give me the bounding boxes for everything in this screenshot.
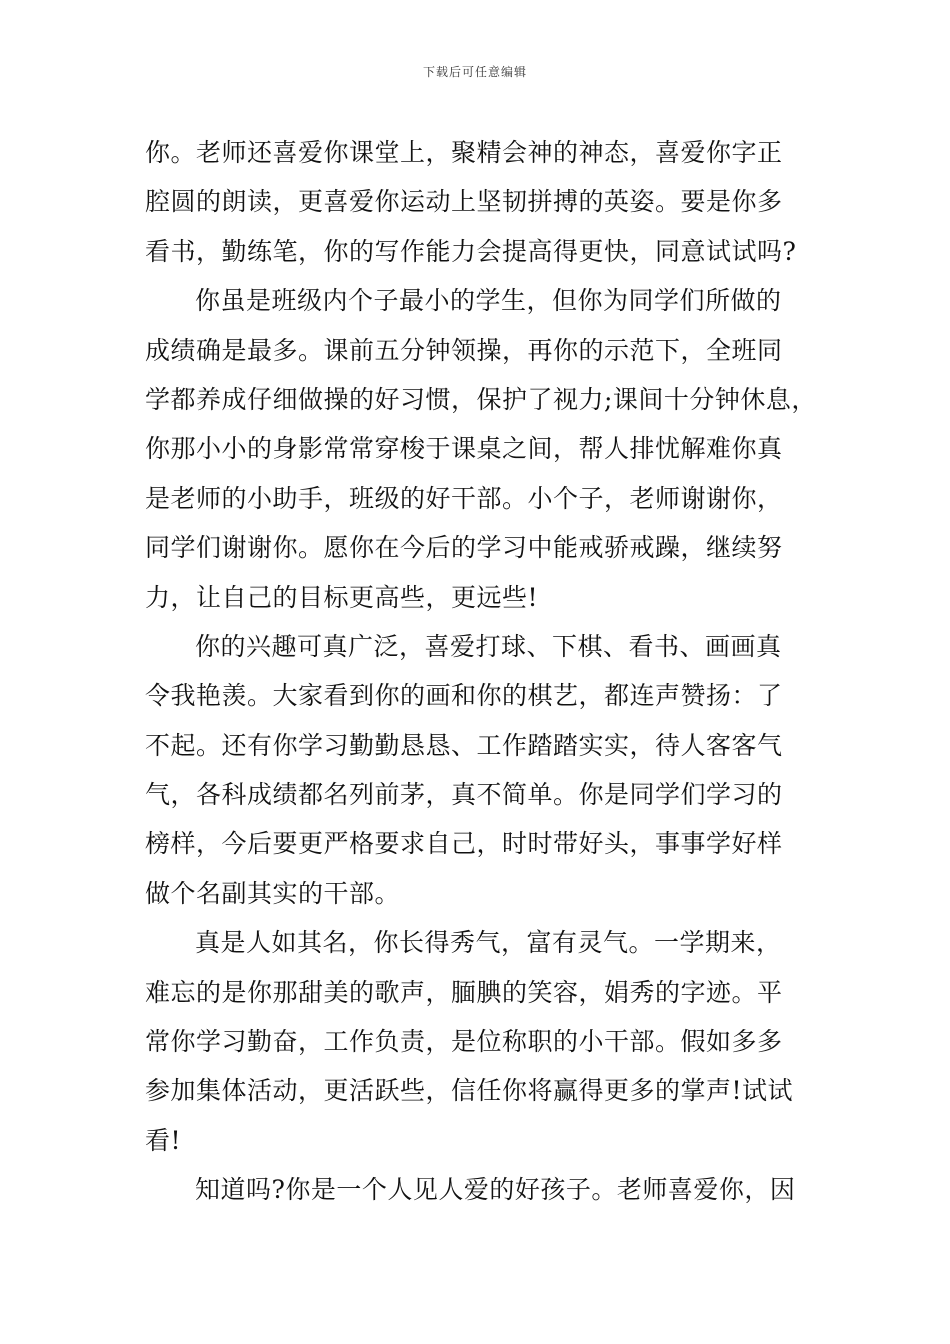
text-line: 力，让自己的目标更高些，更远些! (145, 582, 539, 612)
text-line: 参加集体活动，更活跃些，信任你将赢得更多的掌声!试试 (145, 1076, 794, 1106)
text-line: 令我艳羡。大家看到你的画和你的棋艺，都连声赞扬：了 (145, 681, 783, 711)
body-text (145, 128, 825, 1215)
text-line: 你那小小的身影常常穿梭于课桌之间，帮人排忧解难你真 (145, 434, 783, 464)
text-line: 看! (145, 1125, 182, 1155)
text-line: 榜样，今后要更严格要求自己，时时带好头，事事学好样 (145, 829, 783, 859)
text-line: 看书，勤练笔，你的写作能力会提高得更快，同意试试吗? (145, 236, 797, 266)
text-line: 做个名副其实的干部。 (145, 878, 401, 908)
paragraph-first-line: 知道吗?你是一个人见人爱的好孩子。老师喜爱你，因 (195, 1175, 796, 1205)
text-line: 气，各科成绩都名列前茅，真不简单。你是同学们学习的 (145, 780, 783, 810)
text-line: 成绩确是最多。课前五分钟领操，再你的示范下，全班同 (145, 335, 783, 365)
text-line: 常你学习勤奋，工作负责，是位称职的小干部。假如多多 (145, 1027, 783, 1057)
text-line: 你。老师还喜爱你课堂上，聚精会神的神态，喜爱你字正 (145, 138, 783, 167)
text-line: 学都养成仔细做操的好习惯，保护了视力;课间十分钟休息， (145, 384, 817, 414)
text-line: 是老师的小助手，班级的好干部。小个子，老师谢谢你， (145, 483, 783, 513)
page-header: 下载后可任意编辑 (422, 65, 527, 79)
paragraph-first-line: 真是人如其名，你长得秀气，富有灵气。一学期来， (195, 928, 782, 958)
text-line: 不起。还有你学习勤勤恳恳、工作踏踏实实，待人客客气 (145, 730, 783, 760)
text-line: 同学们谢谢你。愿你在今后的学习中能戒骄戒躁，继续努 (145, 533, 783, 563)
text-line: 难忘的是你那甜美的歌声，腼腆的笑容，娟秀的字迹。平 (145, 977, 783, 1007)
text-line: 腔圆的朗读，更喜爱你运动上坚韧拼搏的英姿。要是你多 (145, 187, 783, 217)
paragraph-first-line: 你的兴趣可真广泛，喜爱打球、下棋、看书、画画真 (195, 631, 782, 661)
paragraph-first-line: 你虽是班级内个子最小的学生，但你为同学们所做的 (195, 286, 782, 316)
